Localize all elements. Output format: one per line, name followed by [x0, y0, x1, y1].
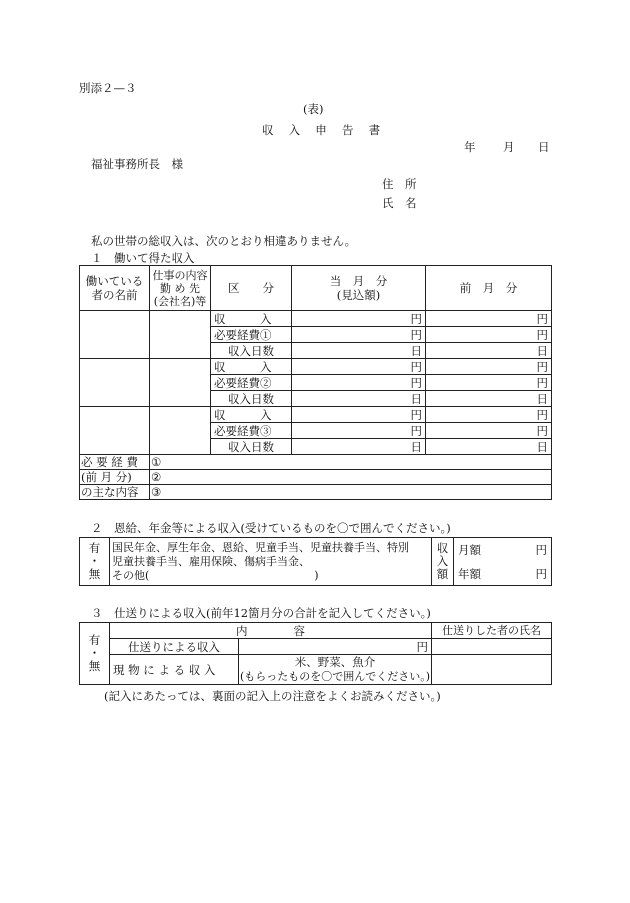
expense-row: [80, 470, 552, 485]
sender-name-header: 仕送りした者の氏名: [432, 623, 552, 639]
annual-amount-label: 年額: [458, 566, 481, 581]
previous-amount-cell[interactable]: 円: [426, 375, 552, 391]
worker-name-cell[interactable]: [80, 359, 150, 407]
pension-types-line: 国民年金、厚生年金、恩給、児童手当、児童扶養手当、特別: [112, 540, 409, 554]
current-amount-cell[interactable]: 円: [292, 327, 426, 343]
table-row: [80, 311, 552, 327]
workplace-cell[interactable]: [150, 311, 211, 359]
workplace-cell[interactable]: [150, 359, 211, 407]
previous-amount-cell[interactable]: 円: [426, 359, 552, 375]
category-cell: 収入日数: [211, 343, 292, 359]
current-amount-cell[interactable]: 円: [292, 359, 426, 375]
table-row: [80, 359, 552, 375]
expense-detail-cell[interactable]: ①: [150, 455, 552, 470]
monthly-amount-field[interactable]: [458, 543, 547, 557]
category-header: 区 分: [211, 266, 292, 311]
worker-name-cell[interactable]: [80, 407, 150, 455]
income-amount-label: [432, 538, 454, 586]
section2-heading: ２ 恩給、年金等による収入(受けているものを〇で囲んでください。): [91, 521, 451, 535]
previous-amount-cell[interactable]: 円: [426, 327, 552, 343]
remittance-label: 仕送りによる収入: [110, 639, 239, 655]
worker-name-header: 働いている者の名前: [80, 266, 150, 311]
remittance-income-table: [79, 622, 552, 685]
in-kind-note: (もらったものを〇で囲んでください。): [240, 669, 431, 683]
umu-char: 有: [88, 633, 101, 647]
content-header: 内 容: [110, 623, 432, 639]
previous-amount-cell[interactable]: 円: [426, 311, 552, 327]
umu-char: 無: [88, 567, 101, 581]
income-amount-label-char: 額: [436, 567, 449, 581]
yen-unit: 円: [535, 566, 547, 581]
date-year-label: 年: [464, 140, 476, 154]
income-amount-label-char: 入: [436, 554, 449, 568]
table-row: [80, 655, 552, 670]
earned-income-table: [79, 265, 552, 500]
expense-label-line: (前 月 分): [80, 470, 150, 485]
pension-types-line: 児童扶養手当、雇用保険、傷病手当金、: [112, 554, 310, 568]
category-cell: 収 入: [211, 359, 292, 375]
expense-label-line: の主な内容: [80, 485, 150, 500]
has-pension-toggle[interactable]: [80, 538, 110, 586]
previous-month-header: 前 月 分: [426, 266, 552, 311]
worker-name-cell[interactable]: [80, 311, 150, 359]
expense-detail-cell[interactable]: ②: [150, 470, 552, 485]
date-day-label: 日: [538, 140, 550, 154]
address-label: 住 所: [382, 177, 417, 191]
table-row: [80, 639, 552, 655]
category-cell: 必要経費①: [211, 327, 292, 343]
form-reference: 別添２—３: [79, 81, 137, 95]
sender-name-cell[interactable]: [432, 655, 552, 685]
remittance-amount-cell[interactable]: 円: [239, 639, 432, 655]
category-cell: 必要経費②: [211, 375, 292, 391]
category-cell: 必要経費③: [211, 423, 292, 439]
category-cell: 収 入: [211, 311, 292, 327]
expense-row: [80, 485, 552, 500]
current-amount-cell[interactable]: 日: [292, 343, 426, 359]
form-title: 収 入 申 告 書: [262, 123, 386, 137]
umu-char: 有: [88, 541, 101, 555]
income-amount-cell[interactable]: [454, 538, 552, 586]
annual-amount-field[interactable]: [458, 567, 547, 581]
current-amount-cell[interactable]: 円: [292, 375, 426, 391]
current-amount-cell[interactable]: 円: [292, 311, 426, 327]
current-month-header-line: (見込額): [336, 288, 381, 302]
section3-heading: ３ 仕送りによる収入(前年12箇月分の合計を記入してください。): [91, 606, 431, 620]
current-amount-cell[interactable]: 円: [292, 407, 426, 423]
current-amount-cell[interactable]: 円: [292, 423, 426, 439]
current-amount-cell[interactable]: 日: [292, 391, 426, 407]
name-label: 氏 名: [382, 196, 417, 210]
pension-income-table: [79, 537, 552, 586]
expense-detail-cell[interactable]: ③: [150, 485, 552, 500]
declaration-text: 私の世帯の総収入は、次のとおり相違ありません。: [91, 234, 357, 248]
expense-row: [80, 455, 552, 470]
sender-name-cell[interactable]: [432, 639, 552, 655]
previous-amount-cell[interactable]: 日: [426, 439, 552, 455]
previous-amount-cell[interactable]: 円: [426, 407, 552, 423]
monthly-amount-label: 月額: [458, 542, 481, 557]
section1-heading: １ 働いて得た収入: [91, 251, 195, 265]
has-remittance-toggle[interactable]: [80, 623, 110, 685]
table-header-row: [80, 266, 552, 311]
previous-amount-cell[interactable]: 日: [426, 391, 552, 407]
current-month-header-line: 当 月 分: [329, 274, 388, 288]
umu-char: ・: [88, 646, 101, 660]
pension-types-line: その他( ): [112, 568, 319, 582]
income-amount-label-char: 収: [436, 541, 449, 555]
table-row: [80, 538, 552, 586]
previous-amount-cell[interactable]: 日: [426, 343, 552, 359]
footer-note: (記入にあたっては、裏面の記入上の注意をよくお読みください。): [104, 689, 441, 703]
in-kind-label: 現 物 に よ る 収 入: [110, 655, 239, 685]
previous-amount-cell[interactable]: 円: [426, 423, 552, 439]
date-month-label: 月: [503, 140, 515, 154]
category-cell: 収入日数: [211, 439, 292, 455]
expense-label-line: 必 要 経 費: [80, 455, 150, 470]
table-header-row: [80, 623, 552, 639]
umu-char: ・: [88, 554, 101, 568]
in-kind-items[interactable]: 米、野菜、魚介: [239, 655, 432, 670]
workplace-header-line: 仕事の内容: [152, 268, 208, 282]
workplace-header: [150, 266, 211, 311]
current-month-header: [292, 266, 426, 311]
workplace-header-line: (会社名)等: [153, 294, 207, 308]
pension-types-cell[interactable]: [110, 538, 432, 586]
umu-char: 無: [88, 659, 101, 673]
category-cell: 収 入: [211, 407, 292, 423]
current-amount-cell[interactable]: 日: [292, 439, 426, 455]
addressee: 福祉事務所長 様: [91, 157, 183, 171]
workplace-cell[interactable]: [150, 407, 211, 455]
form-side-label: (表): [303, 102, 324, 116]
workplace-header-line: 勤 め 先: [160, 281, 200, 295]
category-cell: 収入日数: [211, 391, 292, 407]
yen-unit: 円: [535, 542, 547, 557]
table-row: [80, 407, 552, 423]
